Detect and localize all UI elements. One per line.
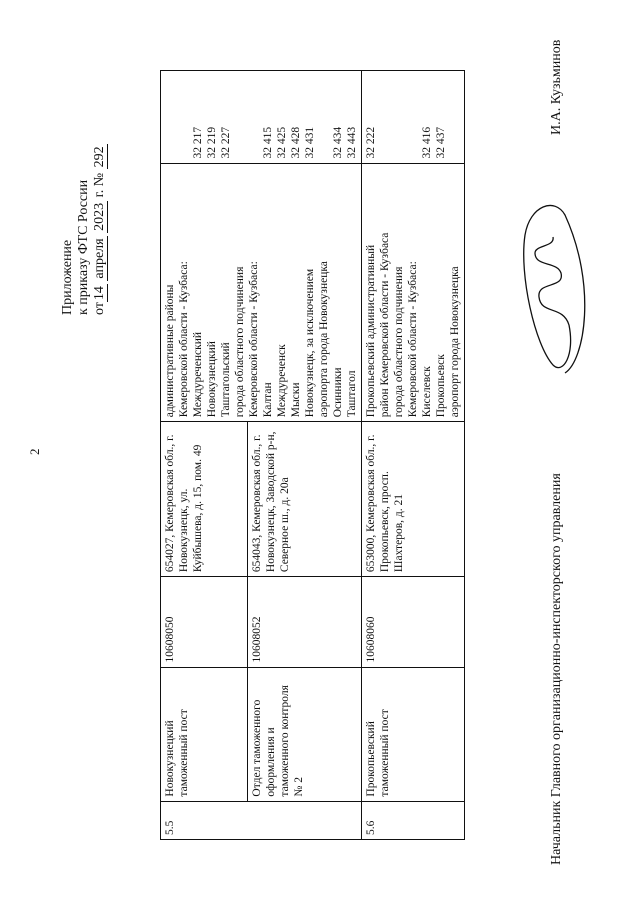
okato-codes: 32 217 32 219 32 227 32 415 32 425 32 428 32 431 32 434 32 443 — [161, 71, 362, 164]
post-name: Отдел таможенного оформления и таможенного контроля № 2 — [248, 667, 362, 801]
order-month: апреля — [92, 238, 107, 279]
okato-codes: 32 222 32 416 32 437 — [362, 71, 465, 164]
header-line1: Приложение — [60, 239, 75, 315]
order-number: 292 — [92, 146, 107, 168]
signature-stroke — [524, 205, 585, 373]
post-code: 10608052 — [248, 577, 362, 667]
post-name: Прокопьевский таможенный пост — [362, 667, 465, 801]
post-address: 653000, Кемеровская обл., г. Прокопьевск, просп. Шахтеров, д. 21 — [362, 422, 465, 577]
territory-list: административные районы Кемеровской области - Кузбаса: Междуреченский Новокузнецкий Таштагольский города областного подчинения Кемеровской области - Кузбаса: Калтан Междуреченск Мыски Новокузнецк, за исключением аэропорта города Новокузнецка Осинники Таштагол — [161, 163, 362, 422]
row-number: 5.6 — [362, 801, 465, 839]
row-number: 5.5 — [161, 801, 362, 839]
signature-image — [505, 195, 593, 385]
customs-posts-table — [160, 70, 465, 840]
table-row — [161, 71, 248, 840]
post-address: 654043, Кемеровская обл., г. Новокузнецк, Заводской р-н, Северное ш., д. 20а — [248, 422, 362, 577]
table-row — [362, 71, 465, 840]
post-code: 10608060 — [362, 577, 465, 667]
order-year: 2023 — [92, 202, 107, 231]
page-number: 2 — [27, 448, 42, 455]
header-line3: от14 апреля 2023 г. № 292 — [92, 146, 107, 315]
post-address: 654027, Кемеровская обл., г. Новокузнецк, ул. Куйбышева, д. 15, пом. 49 — [161, 422, 248, 577]
territory-list: Прокопьевский административный район Кемеровской области - Кузбаса города областного подчинения Кемеровской области - Кузбаса: Киселевск Прокопьевск аэропорт города Новокузнецка — [362, 163, 465, 422]
signatory-name: И.А. Кузьминов — [549, 39, 564, 135]
post-name: Новокузнецкий таможенный пост — [161, 667, 248, 801]
appendix-header — [60, 144, 108, 315]
post-code: 10608050 — [161, 577, 248, 667]
header-line2: к приказу ФТС России — [76, 179, 91, 315]
order-day: 14 — [92, 286, 107, 301]
signatory-position: Начальник Главного организационно-инспекторского управления — [549, 473, 564, 865]
